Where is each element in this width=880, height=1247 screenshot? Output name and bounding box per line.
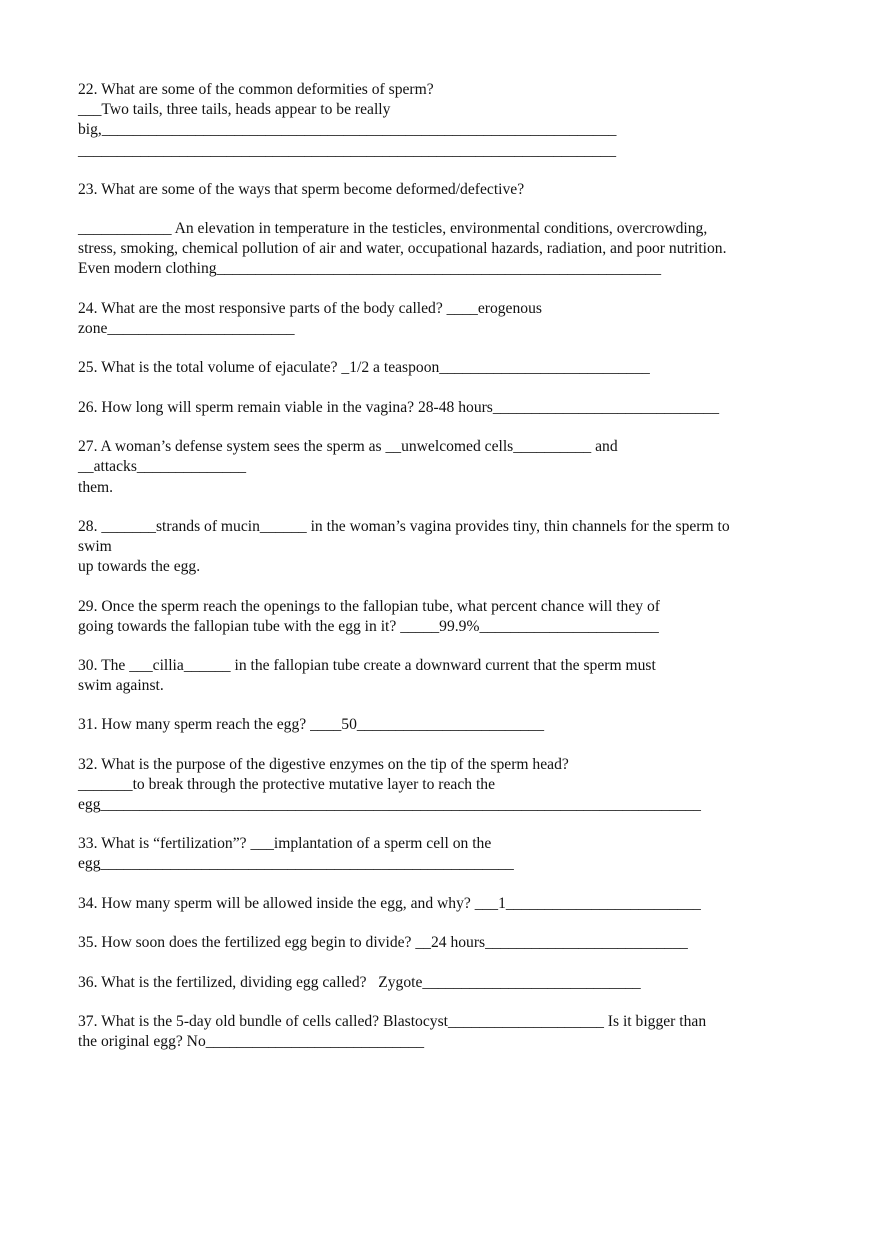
q27-text-end: them. bbox=[78, 479, 114, 496]
q37-text-end: the original egg? No____________________________ bbox=[78, 1033, 425, 1050]
q22-text: 22. What are some of the common deformities of sperm? bbox=[78, 81, 434, 98]
q28-text-continued: swim bbox=[78, 538, 112, 555]
q26-text: 26. How long will sperm remain viable in the vagina? 28-48 hours_____________________________ bbox=[78, 399, 719, 416]
q36-text: 36. What is the fertilized, dividing egg called? Zygote____________________________ bbox=[78, 974, 641, 991]
q32-answer-end: egg_____________________________________________________________________________ bbox=[78, 796, 701, 813]
q24-text: 24. What are the most responsive parts of the body called? ____erogenous bbox=[78, 300, 542, 317]
q33-answer-end: egg_____________________________________________________ bbox=[78, 855, 514, 872]
q33-text: 33. What is “fertilization”? ___implantation of a sperm cell on the bbox=[78, 835, 492, 852]
q31-text: 31. How many sperm reach the egg? ____50________________________ bbox=[78, 716, 545, 733]
q28-text-end: up towards the egg. bbox=[78, 558, 201, 575]
q29-answer: going towards the fallopian tube with the egg in it? _____99.9%_______________________ bbox=[78, 618, 659, 635]
q23-answer-end: Even modern clothing_________________________________________________________ bbox=[78, 260, 661, 277]
q25-text: 25. What is the total volume of ejaculate? _1/2 a teaspoon___________________________ bbox=[78, 359, 650, 376]
q28-text: 28. _______strands of mucin______ in the woman’s vagina provides tiny, thin channels for the sperm to bbox=[78, 518, 730, 535]
q22-answer: ___Two tails, three tails, heads appear to be really bbox=[78, 101, 391, 118]
q23-text: 23. What are some of the ways that sperm become deformed/defective? bbox=[78, 181, 525, 198]
q32-answer: _______to break through the protective mutative layer to reach the bbox=[78, 776, 495, 793]
q23-answer: ____________ An elevation in temperature in the testicles, environmental conditions, overcrowding, bbox=[78, 220, 708, 237]
q32-text: 32. What is the purpose of the digestive enzymes on the tip of the sperm head? bbox=[78, 756, 569, 773]
q35-text: 35. How soon does the fertilized egg begin to divide? __24 hours__________________________ bbox=[78, 934, 688, 951]
q27-text: 27. A woman’s defense system sees the sperm as __unwelcomed cells__________ and bbox=[78, 438, 618, 455]
q30-text: 30. The ___cillia______ in the fallopian tube create a downward current that the sperm must bbox=[78, 657, 656, 674]
q34-text: 34. How many sperm will be allowed inside the egg, and why? ___1_________________________ bbox=[78, 895, 701, 912]
q27-answer: __attacks______________ bbox=[78, 458, 247, 475]
q29-text: 29. Once the sperm reach the openings to the fallopian tube, what percent chance will they of bbox=[78, 598, 660, 615]
q37-text: 37. What is the 5-day old bundle of cells called? Blastocyst____________________ Is it bigger than bbox=[78, 1013, 707, 1030]
q24-answer-continued: zone________________________ bbox=[78, 320, 295, 337]
q22-answer-continued: big,__________________________________________________________________ bbox=[78, 121, 617, 138]
q22-blank-line: _____________________________________________________________________ bbox=[78, 142, 616, 159]
q23-answer-continued: stress, smoking, chemical pollution of air and water, occupational hazards, radiation, and poor nutrition. bbox=[78, 240, 727, 257]
q30-text-end: swim against. bbox=[78, 677, 164, 694]
